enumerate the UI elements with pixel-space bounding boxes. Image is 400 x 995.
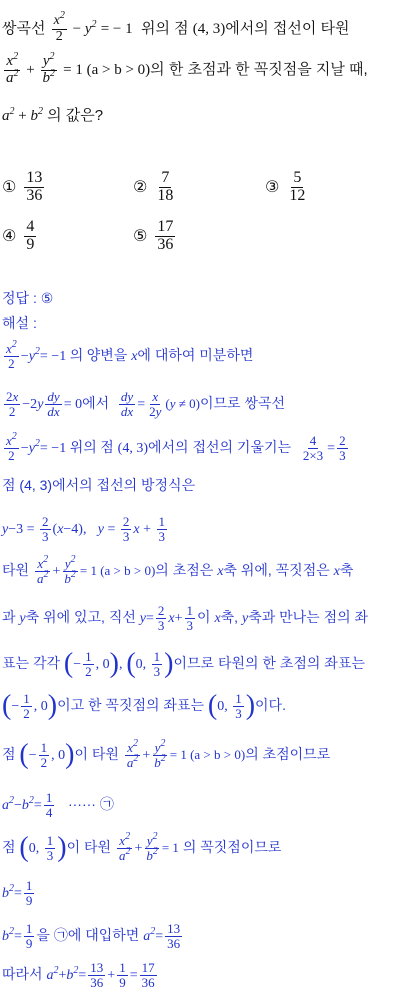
answer-label: 정답 : ⑤ — [2, 290, 54, 306]
choice-fraction: $\frac{17}{36}$ — [157, 218, 174, 253]
sol-line-8: 표는 각각 (− $\frac{1}{2}$ , 0), (0, $\frac{1}{3}$ )이므로 타원의 한 초점의 좌표는 — [2, 648, 365, 680]
sol-line-12: 점 (0, $\frac{1}{3}$ )이 타원 $\frac{x^2}{a^2}$ + $\frac{y^2}{b^2}$ = 1 의 꼭짓점이므로 — [2, 831, 282, 864]
choice-mark: ③ — [265, 176, 280, 196]
sol-line-6: 타원 $\frac{x^2}{a^2}$ + $\frac{y^2}{b^2}$ = 1 (a > b > 0)의 초점은 x축 위에, 꼭짓점은 x축 — [2, 554, 354, 586]
question-tangent: 에서의 접선이 타원 — [225, 20, 350, 38]
choice-5[interactable] — [133, 219, 177, 254]
sol-line-1: $\frac{x^2}{2}$ $-y^2= -1$ 의 양변을 x에 대하여 미분하면 — [6, 339, 254, 371]
explanation-label: 해설 : — [2, 315, 37, 331]
choice-4[interactable] — [2, 219, 38, 254]
choice-mark: ② — [133, 176, 148, 196]
choice-mark: ① — [2, 176, 17, 196]
question-prefix: 쌍곡선 — [2, 20, 46, 38]
sol-line-5: y−3 = $\frac{2}{3}$ (x−4), y = $\frac{2}{3}$ x + $\frac{1}{3}$ — [2, 514, 165, 544]
question-line-2: $\frac{x^2}{a^2}$ + $\frac{y^2}{b^2}$ = 1 (a > b > 0)의 한 초점과 한 꼭짓점을 지날 때, — [6, 51, 368, 86]
question-focus-vertex: 의 한 초점과 한 꼭짓점을 지날 때, — [150, 61, 368, 79]
question-line-3: $a^2 + b^2$ 의 값은? — [2, 106, 104, 124]
choice-1[interactable] — [2, 170, 46, 205]
sol-line-2: $\frac{2x}{2}$ −2y $\frac{dy}{dx}$ = 0에서 $\frac{dy}{dx}$ = $\frac{x}{2y}$ (y ≠ 0)이므로 쌍곡선 — [6, 389, 286, 419]
fraction-x2-over-a2: $\frac{x^2}{a^2}$ — [6, 51, 19, 86]
choice-mark: ④ — [2, 225, 17, 245]
fraction-x2-over-2: $\frac{x^2}{2}$ — [53, 10, 65, 44]
question-eq: = − 1 — [100, 21, 133, 38]
fraction-y2-over-b2: $\frac{y^2}{b^2}$ — [42, 51, 55, 86]
choice-fraction: $\frac{4}{9}$ — [26, 218, 35, 253]
ellipse-condition: = 1 (a > b > 0) — [63, 62, 151, 79]
sol-line-3: $\frac{x^2}{2}$ $-y^2= -1$ 위의 점 (4, 3)에서의 접선의 기울기는 $\frac{4}{2\times 3}$ = $\frac{2}{3}$ — [6, 431, 346, 463]
sol-line-9: (− $\frac{1}{2}$ , 0)이고 한 꼭짓점의 좌표는 (0, $\frac{1}{3}$ )이다. — [2, 690, 286, 722]
sol-line-10: 점 (− $\frac{1}{2}$ , 0)이 타원 $\frac{x^2}{a^2}$ + $\frac{y^2}{b^2}$ = 1 (a > b > 0)의 초점이므로 — [2, 738, 331, 771]
choice-3[interactable] — [265, 170, 309, 205]
sol-line-13: $b^2=$ $\frac{1}{9}$ — [2, 878, 33, 908]
choice-2[interactable] — [133, 170, 177, 205]
choice-fraction: $\frac{7}{18}$ — [157, 169, 174, 204]
question-value-of: 의 값은? — [47, 107, 104, 124]
choice-mark: ⑤ — [133, 225, 148, 245]
choice-fraction: $\frac{5}{12}$ — [289, 169, 306, 204]
sol-line-14: $b^2=$ $\frac{1}{9}$ 을 ㉠에 대입하면 $a^2=$ $\frac{13}{36}$ — [2, 921, 181, 951]
sol-line-7: 과 y축 위에 있고, 직선 y= $\frac{2}{3}$ x+ $\frac{1}{3}$ 이 x축, y축과 만나는 점의 좌 — [2, 603, 369, 633]
question-on-point: 위의 점 — [140, 20, 189, 38]
choice-fraction: $\frac{13}{36}$ — [26, 169, 43, 204]
question-line-1: 쌍곡선 $\frac{x^2}{2}$ − $y^2$ = − 1 위의 점 (4, 3)에서의 접선이 타원 — [2, 10, 350, 44]
sol-line-15: 따라서 $a^2+b^2=$ $\frac{13}{36}$ + $\frac{1}{9}$ = $\frac{17}{36}$ — [2, 960, 155, 990]
equation-marker: ······ ㉠ — [67, 795, 114, 812]
sol-line-11: $a^2-b^2=$ $\frac{1}{4}$ ······ ㉠ — [2, 790, 114, 820]
question-point: (4, 3) — [192, 21, 226, 38]
sol-line-4: 점 (4, 3)에서의 접선의 방정식은 — [2, 477, 196, 493]
